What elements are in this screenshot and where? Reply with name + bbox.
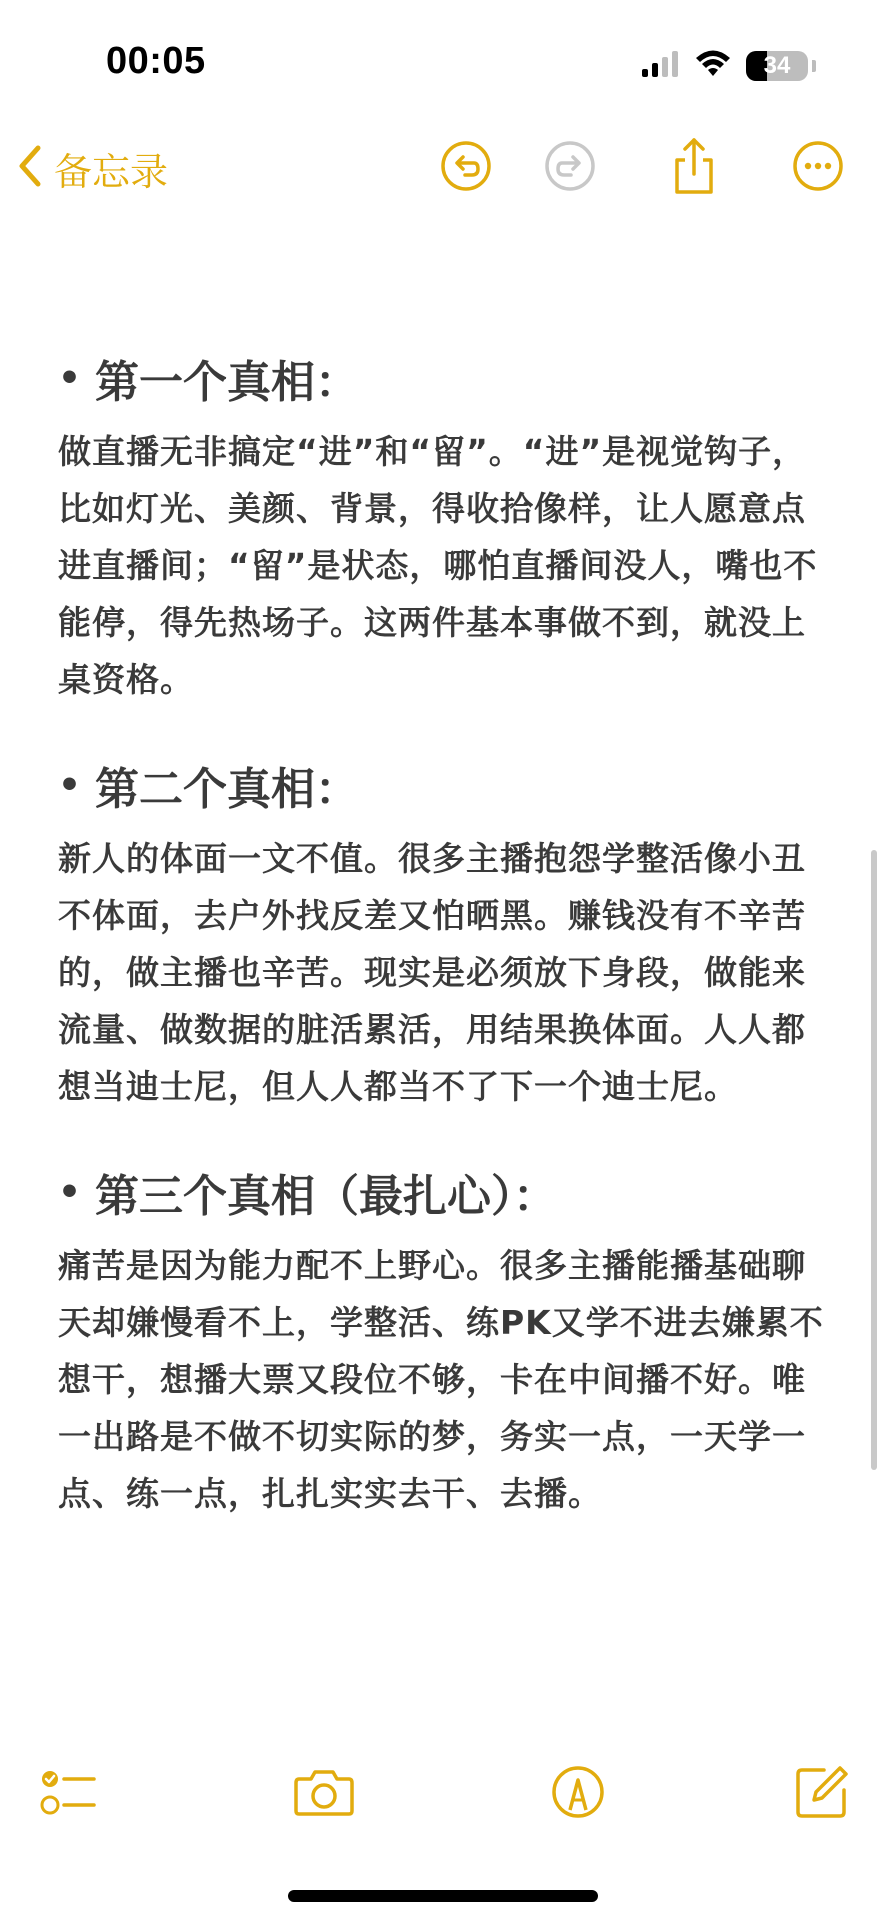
camera-icon[interactable] [292, 1760, 356, 1824]
nav-bar [0, 130, 886, 210]
status-icons [640, 46, 816, 86]
bottom-toolbar [0, 1760, 886, 1840]
share-icon[interactable] [664, 136, 724, 196]
status-time: 00:05 [106, 40, 206, 82]
markup-pen-icon[interactable] [546, 1760, 610, 1824]
chevron-left-icon [16, 144, 44, 192]
bullet-icon: • [58, 1171, 82, 1213]
scrollbar[interactable] [871, 850, 877, 1470]
compose-icon[interactable] [790, 1760, 854, 1824]
section-heading-text: 第三个真相（最扎心）： [95, 1171, 558, 1222]
section-body: 做直播无非搞定“进”和“留”。“进”是视觉钩子，比如灯光、美颜、背景，得收拾像样，让人愿意点进直播间；“留”是状态，哪怕直播间没人，嘴也不能停，得先热场子。这两件基本事做不到，就没上桌资格。 [58, 432, 818, 699]
note-content[interactable] [58, 345, 838, 1566]
battery-cap [812, 60, 816, 72]
note-section [58, 752, 838, 1115]
section-body: 新人的体面一文不值。很多主播抱怨学整活像小丑不体面，去户外找反差又怕晒黑。赚钱没有不辛苦的，做主播也辛苦。现实是必须放下身段，做能来流量、做数据的脏活累活，用结果换体面。人人都想当迪士尼，但人人都当不了下一个迪士尼。 [58, 839, 806, 1106]
battery-level: 34 [763, 52, 791, 79]
section-heading [58, 752, 838, 818]
undo-icon[interactable] [436, 136, 496, 196]
section-heading [58, 1159, 838, 1225]
section-heading-text: 第二个真相： [95, 764, 360, 815]
checklist-icon[interactable] [38, 1760, 102, 1824]
more-icon[interactable] [788, 136, 848, 196]
redo-icon[interactable] [540, 136, 600, 196]
note-section [58, 345, 838, 708]
back-button[interactable] [16, 138, 168, 198]
section-body: 痛苦是因为能力配不上野心。很多主播能播基础聊天却嫌慢看不上，学整活、练PK又学不进去嫌累不想干，想播大票又段位不够，卡在中间播不好。唯一出路是不做不切实际的梦，务实一点，一天学一点、练一点，扎扎实实去干、去播。 [58, 1246, 824, 1513]
note-section [58, 1159, 838, 1522]
bullet-icon: • [58, 357, 82, 399]
home-indicator[interactable] [288, 1890, 598, 1902]
section-heading [58, 345, 838, 411]
back-label: 备忘录 [54, 149, 169, 194]
cellular-signal-icon [640, 49, 680, 83]
wifi-icon [694, 49, 732, 83]
section-heading-text: 第一个真相： [95, 357, 360, 408]
bullet-icon: • [58, 764, 82, 806]
battery-icon [746, 51, 808, 81]
status-bar [0, 0, 886, 130]
